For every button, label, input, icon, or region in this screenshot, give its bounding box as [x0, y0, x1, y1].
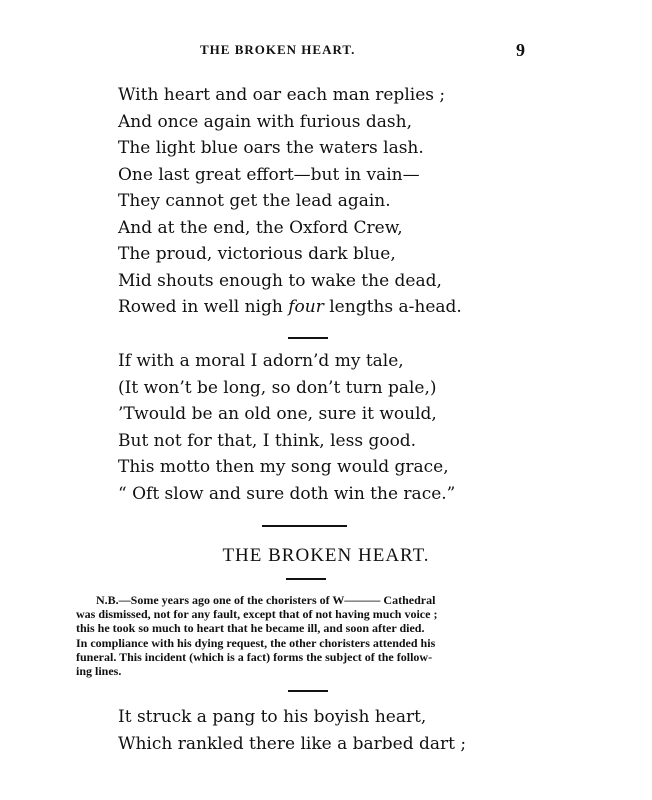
title-divider — [286, 578, 326, 580]
stanza-3 — [118, 704, 466, 757]
verse-line: Mid shouts enough to wake the dead, — [118, 270, 442, 291]
verse-line: The proud, victorious dark blue, — [118, 244, 396, 264]
verse-line: And once again with furious dash, — [118, 111, 413, 132]
stanza-2 — [118, 348, 455, 507]
verse-line: One last great effort—but in vain— — [118, 164, 420, 185]
verse-line: (It won’t be long, so don’t turn pale,) — [118, 377, 437, 398]
running-head: THE BROKEN HEART. — [200, 42, 356, 57]
verse-line: This motto then my song would grace, — [118, 457, 449, 477]
note-divider — [288, 690, 328, 692]
note-line: was dismissed, not for any fault, except that of not having much voice ; — [76, 607, 438, 622]
poem-end-divider — [262, 525, 347, 527]
verse-line-last — [118, 294, 462, 321]
section-divider — [288, 337, 328, 339]
verse-line: But not for that, I think, less good. — [118, 430, 417, 451]
note-line: N.B.—Some years ago one of the choristers of W——— Cathedral — [96, 593, 436, 607]
page-number: 9 — [516, 40, 525, 60]
poem-title: THE BROKEN HEART. — [222, 545, 430, 566]
verse-line: They cannot get the lead again. — [118, 191, 391, 211]
verse-line: With heart and oar each man replies ; — [118, 85, 446, 105]
note-line: In compliance with his dying request, the other choristers attended his — [76, 635, 436, 650]
stanza-1 — [118, 82, 462, 321]
note-line: ing lines. — [76, 664, 122, 679]
verse-line: “ Oft slow and sure doth win the race.” — [118, 483, 456, 504]
verse-line: Which rankled there like a barbed dart ; — [118, 733, 467, 754]
note-line: funeral. This incident (which is a fact) forms the subject of the follow- — [76, 649, 433, 664]
verse-text: Rowed in well nigh — [118, 297, 289, 317]
note-line: this he took so much to heart that he became ill, and soon after died. — [76, 621, 425, 636]
verse-text: lengths a-head. — [323, 297, 462, 317]
verse-line: The light blue oars the waters lash. — [118, 138, 424, 158]
italic-word: four — [288, 297, 324, 317]
verse-line: It struck a pang to his boyish heart, — [118, 707, 427, 727]
verse-line: If with a moral I adorn’d my tale, — [118, 351, 404, 371]
prefatory-note — [76, 593, 532, 678]
verse-line: And at the end, the Oxford Crew, — [118, 217, 403, 238]
verse-line: ’Twould be an old one, sure it would, — [118, 404, 437, 424]
